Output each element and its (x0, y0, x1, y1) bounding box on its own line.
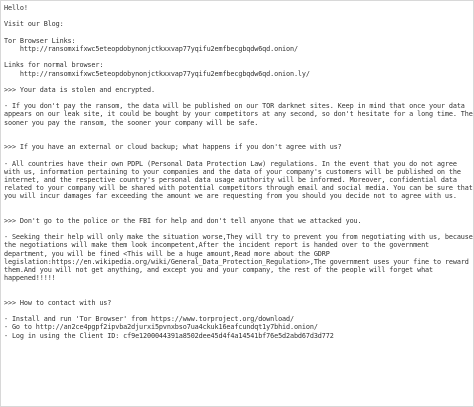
blank-line (4, 29, 470, 37)
backup-answer-line: internet, and the respective country's personal data usage authority will be informed. Moreover, confidential data (4, 175, 457, 184)
blank-line (4, 209, 470, 217)
warning-line: sooner you pay the ransom, the sooner your company will be safe. (4, 118, 259, 127)
blank-line (4, 53, 470, 61)
police-answer-line: the negotiations will make them look incompetent,After the incident report is handed over to the government (4, 241, 430, 250)
police-answer-line: happened!!!!! (4, 274, 56, 283)
backup-answer-line: with us, information pertaining to your companies and the data of your company's customers will be published on the (4, 167, 461, 176)
tor-blog-link: http://ransomxifxwc5eteopdobynonjctkxxvap77yqifu2emfbecgbqdw6qd.onion/ (4, 44, 298, 53)
normal-blog-link: http://ransomxifxwc5eteopdobynonjctkxxvap77yqifu2emfbecgbqdw6qd.onion.ly/ (4, 69, 310, 78)
backup-answer-line: you will incur damages far exceeding the amount we are requesting from you should you decide not to agree with us. (4, 192, 457, 201)
greeting-line: Hello! (4, 4, 28, 12)
normal-links-heading: Links for normal browser: (4, 61, 104, 70)
contact-step-onion-link: - Go to http://an2ce4pgpf2ipvba2djurxi5pvnxbso7ua4ckuk16eafcundqt1y7bhid.onion/ (4, 323, 318, 332)
backup-answer-line: related to your company will be shared with potential competitors through email and social media. You can be sure that (4, 184, 473, 193)
police-answer-line: - Seeking their help will only make the situation worse,They will try to prevent you from negotiating with us, because (4, 233, 473, 242)
stolen-heading: >>> Your data is stolen and encrypted. (4, 85, 155, 94)
blank-line (4, 282, 470, 290)
blank-line (4, 225, 470, 233)
contact-heading: >>> How to contact with us? (4, 298, 112, 307)
blank-line (4, 151, 470, 159)
backup-answer-line: - All countries have their own PDPL (Personal Data Protection Law) regulations. In the event that you do not agree (4, 159, 457, 168)
police-answer-line: them.And you will not get anything, and except you and your company, the rest of the people will forget what (4, 266, 433, 274)
blog-heading: Visit our Blog: (4, 20, 64, 29)
blank-line (4, 78, 470, 86)
blank-line (4, 291, 470, 299)
tor-links-heading: Tor Browser Links: (4, 36, 76, 45)
warning-line: - If you don't pay the ransom, the data will be published on our TOR darknet sites. Keep in mind that once your data (4, 102, 465, 111)
blank-line (4, 12, 470, 20)
police-heading: >>> Don't go to the police or the FBI for help and don't tell anyone that we attacked you. (4, 216, 362, 225)
contact-step: - Install and run 'Tor Browser' from https://www.torproject.org/download/ (4, 315, 294, 324)
blank-line (4, 94, 470, 102)
blank-line (4, 135, 470, 143)
police-answer-line: legislation:https://en.wikipedia.org/wiki/General_Data_Protection_Regulation>,The government uses your fine to reward (4, 257, 469, 266)
blank-line (4, 201, 470, 209)
blank-line (4, 307, 470, 315)
contact-step-client-id: - Log in using the Client ID: cf9e1200044391a8502dee45d4f4a14541bf76e5d2abd67d3d772 (4, 331, 334, 340)
backup-question: >>> If you have an external or cloud backup; what happens if you don't agree with us? (4, 143, 342, 152)
blank-line (4, 127, 470, 135)
police-answer-line: department, you will be fined <This will be a huge amount,Read more about the GDRP (4, 249, 330, 258)
warning-line: appears on our leak site, it could be bought by your competitors at any second, so don't hesitate for a long time. The (4, 110, 473, 119)
